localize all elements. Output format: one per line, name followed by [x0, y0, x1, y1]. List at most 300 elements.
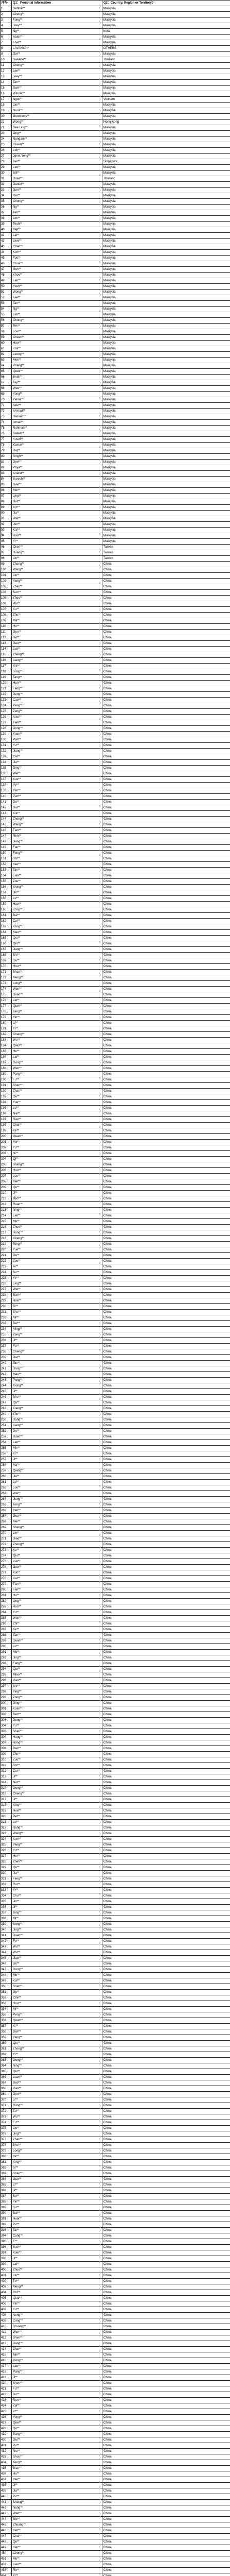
cell-index: 299: [1, 1695, 12, 1701]
cell-personal-info: Shu**: [12, 1395, 102, 1400]
table-row: [1, 369, 230, 375]
table-row: [1, 2035, 230, 2041]
cell-index: 231: [1, 1310, 12, 1315]
cell-index: 155: [1, 879, 12, 885]
cell-country: China: [102, 2109, 230, 2114]
cell-country: Malaysia: [102, 505, 230, 511]
table-row: [1, 471, 230, 477]
cell-index: 30: [1, 171, 12, 176]
table-row: [1, 57, 230, 63]
cell-index: 293: [1, 1661, 12, 1667]
cell-country: China: [102, 2420, 230, 2426]
cell-personal-info: Meng**: [12, 2284, 102, 2290]
cell-country: OTHERS: [102, 46, 230, 52]
cell-index: 13: [1, 74, 12, 80]
cell-index: 368: [1, 2086, 12, 2092]
table-row: [1, 222, 230, 227]
cell-index: 236: [1, 1338, 12, 1344]
table-row: [1, 539, 230, 545]
cell-personal-info: Xuan**: [12, 1706, 102, 1712]
table-row: [1, 788, 230, 794]
cell-country: China: [102, 777, 230, 783]
cell-index: 226: [1, 1281, 12, 1287]
table-body: [1, 6, 230, 2576]
table-row: [1, 913, 230, 919]
cell-country: Malaysia: [102, 63, 230, 69]
cell-index: 139: [1, 788, 12, 794]
cell-country: Malaysia: [102, 499, 230, 505]
table-row: [1, 1729, 230, 1735]
cell-personal-info: Zuo**: [12, 1757, 102, 1763]
cell-country: Malaysia: [102, 154, 230, 159]
cell-country: China: [102, 2347, 230, 2352]
cell-country: China: [102, 2556, 230, 2562]
cell-country: China: [102, 1174, 230, 1179]
cell-country: China: [102, 1468, 230, 1474]
cell-personal-info: Wee**: [12, 386, 102, 392]
header-index: 序号: [1, 1, 12, 6]
cell-country: China: [102, 771, 230, 777]
table-row: [1, 2029, 230, 2035]
cell-index: 89: [1, 505, 12, 511]
cell-country: Malaysia: [102, 182, 230, 188]
table-row: [1, 1185, 230, 1191]
cell-country: China: [102, 2131, 230, 2137]
cell-index: 212: [1, 1202, 12, 1208]
cell-index: 358: [1, 2029, 12, 2035]
cell-country: China: [102, 1865, 230, 1871]
table-row: [1, 1927, 230, 1933]
cell-personal-info: Ban**: [12, 2029, 102, 2035]
table-row: [1, 1820, 230, 1825]
cell-country: China: [102, 2001, 230, 2007]
table-row: [1, 1587, 230, 1593]
cell-country: China: [102, 1151, 230, 1157]
cell-country: China: [102, 1060, 230, 1066]
table-row: [1, 992, 230, 998]
cell-personal-info: Wu**: [12, 1038, 102, 1043]
cell-country: China: [102, 1072, 230, 1077]
cell-country: China: [102, 2114, 230, 2120]
table-row: [1, 2426, 230, 2432]
table-row: [1, 2131, 230, 2137]
cell-personal-info: Hassan**: [12, 414, 102, 420]
cell-index: 167: [1, 947, 12, 953]
cell-index: 52: [1, 295, 12, 301]
cell-personal-info: Neng**: [12, 2313, 102, 2318]
cell-personal-info: Jiang**: [12, 749, 102, 754]
cell-country: China: [102, 1276, 230, 1281]
table-row: [1, 2171, 230, 2177]
table-row: [1, 2562, 230, 2568]
cell-country: China: [102, 1145, 230, 1151]
cell-personal-info: Shu**: [12, 2143, 102, 2148]
cell-country: Malaysia: [102, 261, 230, 267]
cell-personal-info: Zhou**: [12, 596, 102, 601]
cell-personal-info: Zhuo**: [12, 2267, 102, 2273]
cell-country: China: [102, 1032, 230, 1038]
cell-personal-info: Weng**: [12, 1831, 102, 1837]
cell-personal-info: Teoh**: [12, 222, 102, 227]
cell-index: 295: [1, 1672, 12, 1678]
table-row: [1, 528, 230, 533]
table-row: [1, 1610, 230, 1616]
table-row: [1, 1349, 230, 1355]
cell-country: China: [102, 590, 230, 596]
cell-index: 213: [1, 1208, 12, 1213]
table-row: [1, 409, 230, 414]
cell-country: Malaysia: [102, 69, 230, 74]
cell-country: Malaysia: [102, 301, 230, 307]
table-row: [1, 2228, 230, 2233]
cell-country: China: [102, 1956, 230, 1961]
cell-personal-info: Xiang**: [12, 1406, 102, 1412]
cell-country: Malaysia: [102, 460, 230, 465]
table-row: [1, 392, 230, 397]
table-row: [1, 1961, 230, 1967]
cell-personal-info: Qin**: [12, 941, 102, 947]
cell-country: China: [102, 737, 230, 743]
cell-country: China: [102, 1854, 230, 1859]
cell-country: China: [102, 2364, 230, 2369]
cell-personal-info: Lau**: [12, 278, 102, 284]
cell-index: 267: [1, 1514, 12, 1519]
cell-country: Malaysia: [102, 341, 230, 346]
cell-country: Malaysia: [102, 392, 230, 397]
cell-personal-info: Qu**: [12, 2539, 102, 2545]
cell-personal-info: Ke**: [12, 1128, 102, 1134]
cell-country: China: [102, 2165, 230, 2171]
cell-personal-info: Yu**: [12, 743, 102, 749]
table-row: [1, 1372, 230, 1378]
cell-index: 324: [1, 1837, 12, 1842]
cell-index: 452: [1, 2562, 12, 2568]
cell-country: China: [102, 2279, 230, 2284]
table-row: [1, 726, 230, 732]
cell-index: 433: [1, 2454, 12, 2460]
cell-personal-info: Guo**: [12, 1514, 102, 1519]
table-row: [1, 1978, 230, 1984]
cell-index: 230: [1, 1304, 12, 1310]
cell-index: 180: [1, 1021, 12, 1026]
table-row: [1, 250, 230, 256]
cell-country: China: [102, 2177, 230, 2182]
cell-personal-info: Deng**: [12, 692, 102, 698]
table-row: [1, 2063, 230, 2069]
cell-country: China: [102, 1786, 230, 1791]
table-row: [1, 165, 230, 171]
cell-personal-info: Rahman**: [12, 426, 102, 431]
cell-index: 392: [1, 2222, 12, 2228]
cell-personal-info: Rose**: [12, 176, 102, 182]
cell-country: China: [102, 907, 230, 913]
table-row: [1, 108, 230, 114]
cell-personal-info: Quek**: [12, 369, 102, 375]
cell-personal-info: Dou**: [12, 2092, 102, 2097]
table-row: [1, 2211, 230, 2216]
cell-country: China: [102, 828, 230, 834]
cell-personal-info: Janet Yong**: [12, 154, 102, 159]
cell-personal-info: Sun**: [12, 590, 102, 596]
cell-index: 111: [1, 630, 12, 635]
cell-country: China: [102, 788, 230, 794]
table-row: [1, 465, 230, 471]
cell-index: 143: [1, 811, 12, 817]
cell-country: China: [102, 1893, 230, 1899]
cell-personal-info: Cong**: [12, 2233, 102, 2239]
table-row: [1, 1009, 230, 1015]
table-row: [1, 1270, 230, 1276]
table-row: [1, 1763, 230, 1769]
cell-country: China: [102, 1899, 230, 1905]
cell-country: Malaysia: [102, 295, 230, 301]
cell-personal-info: Shang**: [12, 1162, 102, 1168]
cell-personal-info: Bian**: [12, 2466, 102, 2471]
cell-index: 31: [1, 176, 12, 182]
cell-index: 137: [1, 777, 12, 783]
cell-country: China: [102, 1502, 230, 1508]
cell-country: China: [102, 1310, 230, 1315]
cell-index: 144: [1, 817, 12, 822]
cell-index: 177: [1, 1004, 12, 1009]
cell-country: Malaysia: [102, 205, 230, 210]
table-row: [1, 1553, 230, 1559]
table-row: [1, 2137, 230, 2143]
cell-country: China: [102, 2381, 230, 2386]
cell-country: Malaysia: [102, 358, 230, 363]
cell-index: 121: [1, 686, 12, 692]
table-row: [1, 1644, 230, 1650]
cell-index: 51: [1, 290, 12, 295]
cell-personal-info: Yan**: [12, 1179, 102, 1185]
cell-country: Malaysia: [102, 91, 230, 97]
cell-personal-info: Daniel**: [12, 182, 102, 188]
cell-personal-info: Cheng**: [12, 12, 102, 18]
table-row: [1, 2437, 230, 2443]
cell-country: China: [102, 822, 230, 828]
cell-country: China: [102, 2024, 230, 2029]
cell-country: China: [102, 2086, 230, 2092]
cell-personal-info: Ren**: [12, 834, 102, 839]
cell-personal-info: Shao**: [12, 2171, 102, 2177]
cell-country: China: [102, 584, 230, 590]
cell-country: China: [102, 732, 230, 737]
cell-country: Malaysia: [102, 125, 230, 131]
cell-index: 427: [1, 2420, 12, 2426]
cell-index: 2: [1, 12, 12, 18]
cell-personal-info: Ruan**: [12, 1202, 102, 1208]
cell-country: China: [102, 1859, 230, 1865]
cell-index: 318: [1, 1803, 12, 1808]
cell-personal-info: Joey**: [12, 74, 102, 80]
cell-index: 419: [1, 2375, 12, 2381]
cell-index: 237: [1, 1344, 12, 1349]
table-row: [1, 630, 230, 635]
cell-index: 351: [1, 1990, 12, 1995]
table-row: [1, 505, 230, 511]
table-row: [1, 613, 230, 618]
cell-country: Malaysia: [102, 284, 230, 290]
cell-personal-info: Tong**: [12, 1242, 102, 1247]
cell-index: 134: [1, 760, 12, 766]
table-row: [1, 936, 230, 941]
cell-country: China: [102, 2250, 230, 2256]
cell-index: 255: [1, 1446, 12, 1451]
table-row: [1, 2256, 230, 2262]
cell-index: 98: [1, 556, 12, 562]
cell-index: 374: [1, 2120, 12, 2126]
cell-personal-info: Gong**: [12, 1060, 102, 1066]
cell-index: 147: [1, 834, 12, 839]
cell-personal-info: Ji**: [12, 2256, 102, 2262]
table-row: [1, 2511, 230, 2517]
cell-personal-info: Aban**: [12, 35, 102, 40]
cell-country: China: [102, 1559, 230, 1565]
cell-country: China: [102, 2432, 230, 2437]
cell-personal-info: Ma**: [12, 618, 102, 624]
cell-country: China: [102, 975, 230, 981]
cell-index: 157: [1, 890, 12, 896]
table-row: [1, 1111, 230, 1117]
cell-index: 386: [1, 2188, 12, 2194]
cell-country: China: [102, 1179, 230, 1185]
cell-index: 68: [1, 386, 12, 392]
cell-country: China: [102, 1389, 230, 1395]
cell-country: China: [102, 1321, 230, 1327]
cell-index: 346: [1, 1961, 12, 1967]
cell-index: 202: [1, 1145, 12, 1151]
table-row: [1, 2330, 230, 2335]
cell-personal-info: Ng**: [12, 307, 102, 312]
table-row: [1, 919, 230, 924]
table-row: [1, 1440, 230, 1446]
cell-index: 65: [1, 369, 12, 375]
cell-country: Thailand: [102, 57, 230, 63]
table-row: [1, 766, 230, 771]
cell-index: 397: [1, 2250, 12, 2256]
cell-index: 181: [1, 1026, 12, 1032]
cell-personal-info: Cai**: [12, 754, 102, 760]
cell-index: 146: [1, 828, 12, 834]
table-row: [1, 2222, 230, 2228]
cell-index: 21: [1, 120, 12, 125]
table-row: [1, 1123, 230, 1128]
cell-index: 387: [1, 2194, 12, 2199]
cell-country: China: [102, 1293, 230, 1298]
table-row: [1, 1933, 230, 1939]
cell-country: China: [102, 1287, 230, 1293]
cell-personal-info: Qiao**: [12, 2296, 102, 2301]
cell-index: 354: [1, 2007, 12, 2012]
cell-index: 18: [1, 103, 12, 108]
cell-personal-info: Dang**: [12, 2341, 102, 2347]
cell-personal-info: Kumar**: [12, 443, 102, 448]
table-row: [1, 924, 230, 930]
cell-country: China: [102, 1791, 230, 1797]
cell-index: 319: [1, 1808, 12, 1814]
cell-personal-info: Quan**: [12, 2018, 102, 2024]
cell-personal-info: Tan**: [12, 2352, 102, 2358]
table-row: [1, 1655, 230, 1661]
cell-personal-info: Wu**: [12, 2114, 102, 2120]
cell-country: China: [102, 715, 230, 720]
cell-index: 384: [1, 2177, 12, 2182]
cell-index: 294: [1, 1667, 12, 1672]
cell-personal-info: Yue**: [12, 1247, 102, 1253]
cell-country: China: [102, 1967, 230, 1973]
cell-index: 114: [1, 647, 12, 652]
cell-index: 347: [1, 1967, 12, 1973]
cell-index: 179: [1, 1015, 12, 1021]
cell-personal-info: Chong**: [12, 2551, 102, 2556]
cell-index: 67: [1, 380, 12, 386]
cell-country: China: [102, 1111, 230, 1117]
cell-personal-info: Tay**: [12, 380, 102, 386]
cell-country: Malaysia: [102, 539, 230, 545]
table-row: [1, 1106, 230, 1111]
cell-personal-info: Tian**: [12, 720, 102, 726]
cell-country: China: [102, 1446, 230, 1451]
cell-country: China: [102, 2398, 230, 2403]
cell-index: 448: [1, 2539, 12, 2545]
cell-country: China: [102, 930, 230, 936]
cell-country: China: [102, 2126, 230, 2131]
table-row: [1, 516, 230, 522]
cell-country: China: [102, 1825, 230, 1831]
cell-personal-info: Xing**: [12, 1803, 102, 1808]
cell-personal-info: Gu**: [12, 1990, 102, 1995]
cell-personal-info: Si**: [12, 2165, 102, 2171]
table-row: [1, 148, 230, 154]
table-row: [1, 754, 230, 760]
cell-personal-info: Xi**: [12, 1451, 102, 1457]
cell-personal-info: Tang**: [12, 675, 102, 681]
table-row: [1, 120, 230, 125]
cell-index: 373: [1, 2114, 12, 2120]
cell-personal-info: Ji**: [12, 2375, 102, 2381]
cell-index: 94: [1, 533, 12, 539]
cell-personal-info: Tian**: [12, 828, 102, 834]
cell-index: 87: [1, 494, 12, 499]
cell-personal-info: Zhong**: [12, 1542, 102, 1548]
table-row: [1, 1536, 230, 1542]
cell-country: China: [102, 1429, 230, 1434]
table-row: [1, 851, 230, 856]
table-row: [1, 2358, 230, 2364]
cell-country: Malaysia: [102, 227, 230, 233]
cell-personal-info: Shan**: [12, 1729, 102, 1735]
cell-personal-info: Kang**: [12, 924, 102, 930]
table-row: [1, 40, 230, 46]
cell-index: 406: [1, 2301, 12, 2307]
cell-country: China: [102, 1933, 230, 1939]
table-row: [1, 1689, 230, 1695]
table-row: [1, 1752, 230, 1757]
cell-index: 411: [1, 2330, 12, 2335]
cell-index: 298: [1, 1689, 12, 1695]
table-row: [1, 1803, 230, 1808]
cell-index: 245: [1, 1389, 12, 1395]
cell-country: Malaysia: [102, 448, 230, 454]
table-row: [1, 2148, 230, 2154]
cell-personal-info: Lu**: [12, 1106, 102, 1111]
cell-personal-info: Ma**: [12, 1463, 102, 1468]
table-row: [1, 318, 230, 324]
table-row: [1, 1015, 230, 1021]
cell-index: 332: [1, 1882, 12, 1888]
cell-country: China: [102, 1984, 230, 1990]
cell-index: 199: [1, 1128, 12, 1134]
